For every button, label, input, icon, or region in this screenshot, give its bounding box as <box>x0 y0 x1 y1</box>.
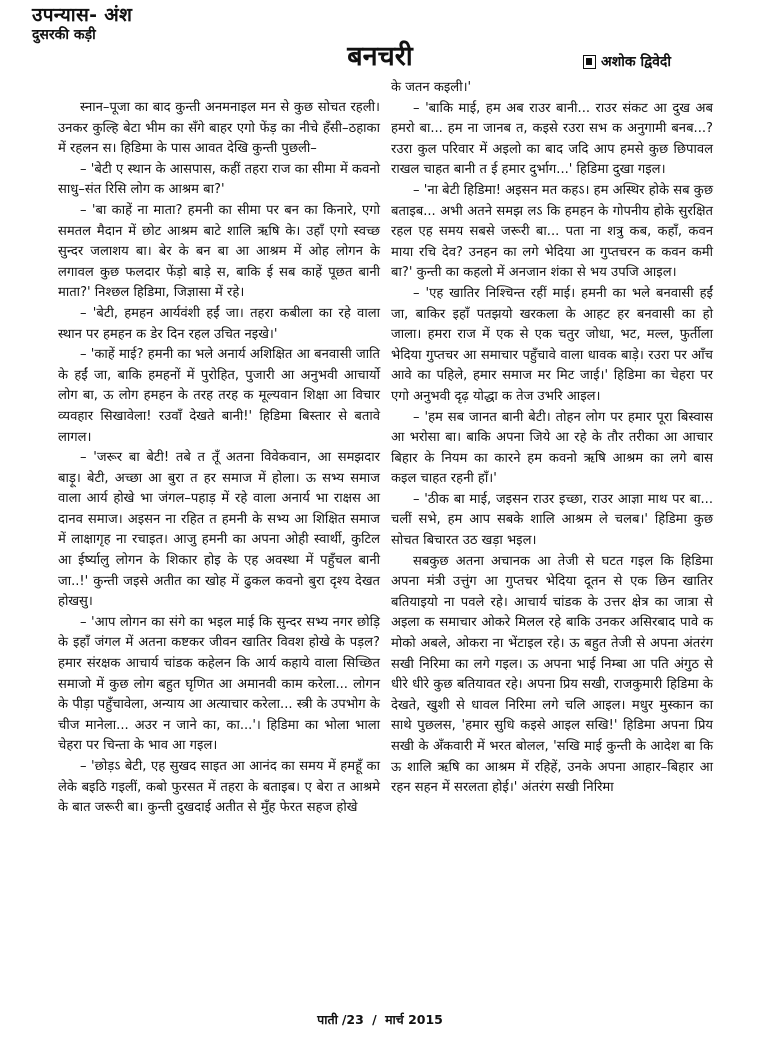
right-column <box>391 78 713 799</box>
paragraph: – 'बा काहें ना माता? हमनी का सीमा पर बन का किनारे, एगो समतल मैदान में छोट आश्रम बाटे शालि ऋषि के। उहाँ एगो स्वच्छ सुन्दर जलाशय बा। बेर के बन बा आ आश्रम में ओह लोगन के लगावल कुछ फलदार फेंड़ो बाड़े स, बाकि ई सब काहें पूछत बानी माता?' निश्छल हिडिमा, जिज्ञासा में रहे। <box>58 202 380 301</box>
paragraph: – 'आप लोगन का संगे का भइल माई कि सुन्दर सभ्य नगर छोड़ि के इहाँ जंगल में अतना कष्टकर जीवन खातिर विवश होखे के पड़ल? हमार संरक्षक आचार्य चांडक कहेलन कि आर्य कहाये वाला सिच्छित समाजो में कुछ लोग बहुत घृणित आ अमानवी काम करेला... लोगन के पीड़ा पहुँचावेला, अन्याय आ अत्याचार करेला... स्त्री के उपभोग के चीज मानेला... अउर न जाने का, का...'। हिडिमा का भोला भाला चेहरा पर चिन्ता के भाव आ गइल। <box>58 614 380 754</box>
paragraph: – 'काहें माई? हमनी का भले अनार्य अशिक्षित आ बनवासी जाति के हईं जा, बाकि हमहनों में पुरोहित, पुजारी आ अनुभवी आचार्यो लोग बा, ऊ लोग हमहन के तरह तरह क मूल्यवान शिक्षा आ विचार व्यवहार सिखावेला! रउवाँ देखते बानी!' हिडिमा बिस्तार से बतावे लागल। <box>58 347 380 445</box>
author-name: अशोक द्विवेदी <box>601 54 671 70</box>
pen-box-icon <box>583 55 596 69</box>
paragraph: सबकुछ अतना अचानक आ तेजी से घटत गइल कि हिडिमा अपना मंत्री उत्तुंग आ गुप्तचर भेदिया दूतन से एक छिन खातिर बतियाइयो ना पवले रहे। आचार्य चांडक के उत्तर क्षेत्र का जात्रा से अइला क समाचार ओकरे मिलल रहे बाकि उनकर असिरबाद पावे क मोको अबले, ओकरा ना भेंटाइल रहे। ऊ बहुत तेजी से अपना अंतरंग सखी निरिमा का लगे गइल। ऊ अपना भाई निम्बा आ पति अंगुठ से धीरे धीरे कुछ बतियावत रहे। अपना प्रिय सखी, राजकुमारी हिडिमा के देखते, खुशी से धावल निरिमा लगे चलि आइल। मधुर मुस्कान का साथे पुछलस, 'हमार सुधि कइसे आइल सखि!' हिडिमा अपना प्रिय सखी के अँकवारी में भरत बोलल, 'सखि माई कुन्ती के आदेश बा कि ऊ शालि ऋषि का आश्रम में रहिहें, उनके अपना आहार–बिहार आ रहन सहन में सरलता होई।' अंतरंग सखी निरिमा <box>391 553 713 796</box>
paragraph: – 'एह खातिर निश्चिन्त रहीं माई। हमनी का भले बनवासी हईं जा, बाकिर इहाँ पतझयो खरकला के आहट हर बनवासी का हो जाला। हमरा राज में एक से एक चतुर जोधा, भट, मल्ल, फुर्तीला भेदिया गुप्तचर आ समाचार पहुँचावे वाला धावक बाड़े। रउरा पर आँच आवे का पहिले, हमार समाज मर मिट जाई।' हिडिमा का चेहरा पर एगो अनुभवी दृढ़ योद्धा क तेज उभरि आइल। <box>391 285 713 404</box>
author-byline <box>583 52 671 71</box>
series-label: उपन्यास- अंश <box>32 4 133 26</box>
paragraph: – 'हम सब जानत बानी बेटी। तोहन लोग पर हमार पूरा बिस्वास आ भरोसा बा। बाकि अपना जिये आ रहे के तौर तरीका आ आचार बिहार के नियम का कारने हम कवनो ऋषि आश्रम का लगे बास कइल चाहत रहनी हाँ।' <box>391 409 713 487</box>
paragraph: – 'बेटी, हमहन आर्यवंशी हईं जा। तहरा कबीला का रहे वाला स्थान पर हमहन क डेर दिन रहल उचित नइखे।' <box>58 305 380 342</box>
story-title: बनचरी <box>347 41 413 72</box>
paragraph: – 'जरूर बा बेटी! तबे त तूँ अतना विवेकवान, आ समझदार बाड़ू। बेटी, अच्छा आ बुरा त हर समाज में होला। ऊ सभ्य समाज वाला आर्य होखे भा जंगल–पहाड़ में रहे वाला अनार्य भा राक्षस आ दानव समाज। अइसन ना रहित त हमनी के सभ्य आ शिक्षित समाज में लाक्षागृह ना रचाइत। आजु हमनी का अपना ओही स्वार्थी, कुटिल आ ईर्ष्यालु लोगन के शिकार होइ के एह अवस्था में पहुँचल बानी जा..!' कुन्ती जइसे अतीत का खोह में ढुकल कवनो बुरा दृश्य देखत होखसु। <box>58 450 380 610</box>
left-column <box>58 98 380 819</box>
paragraph: स्नान–पूजा का बाद कुन्ती अनमनाइल मन से कुछ सोचत रहली। उनकर कुल्हि बेटा भीम का सँगे बाहर एगो फेंड़ का नीचे हँसी–ठहाका में रहलन स। हिडिमा के पास आवत देखि कुन्ती पुछली– <box>58 100 380 157</box>
paragraph: – 'छोड़ऽ बेटी, एह सुखद साइत आ आनंद का समय में हमहूँ का लेके बइठि गइलीं, कबो फुरसत में तहरा के बताइब। ए बेरा त आश्रमे के बात जरूरी बा। कुन्ती दुखदाई अतीत से मुँह फेरत सहज होखे <box>58 759 380 816</box>
episode-label: दुसरकी कड़ी <box>32 26 96 43</box>
paragraph: – 'ना बेटी हिडिमा! अइसन मत कहऽ। हम अस्थिर होके सब कुछ बताइब... अभी अतने समझ लऽ कि हमहन के गोपनीय होके सुरक्षित रहल एह समय सबसे जरूरी बा... पता ना शत्रु कब, कहाँ, कवन माया रचि देव? उनहन का लगे भेदिया आ गुप्तचरन क कवन कमी बा?' कुन्ती का कहलो में अनजान शंका से भय उपजि आइल। <box>391 182 713 281</box>
paragraph: के जतन कइली।' <box>391 80 472 95</box>
page-footer <box>0 1011 760 1028</box>
paragraph: – 'बेटी ए स्थान के आसपास, कहीं तहरा राज का सीमा में कवनो साधु–संत रिसि लोग क आश्रम बा?' <box>58 161 380 198</box>
magazine-name: पाती <box>317 1012 338 1027</box>
issue-date: मार्च 2015 <box>385 1012 443 1027</box>
paragraph: – 'ठीक बा माई, जइसन राउर इच्छा, राउर आज्ञा माथ पर बा... चलीं सभे, हम आप सबके शालि आश्रम ले चलब।' हिडिमा कुछ सोचत बिचारत उठ खड़ा भइल। <box>391 491 713 549</box>
footer-separator: / <box>372 1012 377 1027</box>
page-number: /23 <box>341 1012 364 1027</box>
paragraph: – 'बाकि माई, हम अब राउर बानी... राउर संकट आ दुख अब हमरो बा... हम ना जानब त, कइसे रउरा सभ क अनुगामी बनब...? रउरा कुल परिवार में अइलो का बाद जदि आप हमसे कुछ छिपावल राखल चाहत बानी त ई हमार दुर्भाग...' हिडिमा दुखा गइल। <box>391 100 713 178</box>
